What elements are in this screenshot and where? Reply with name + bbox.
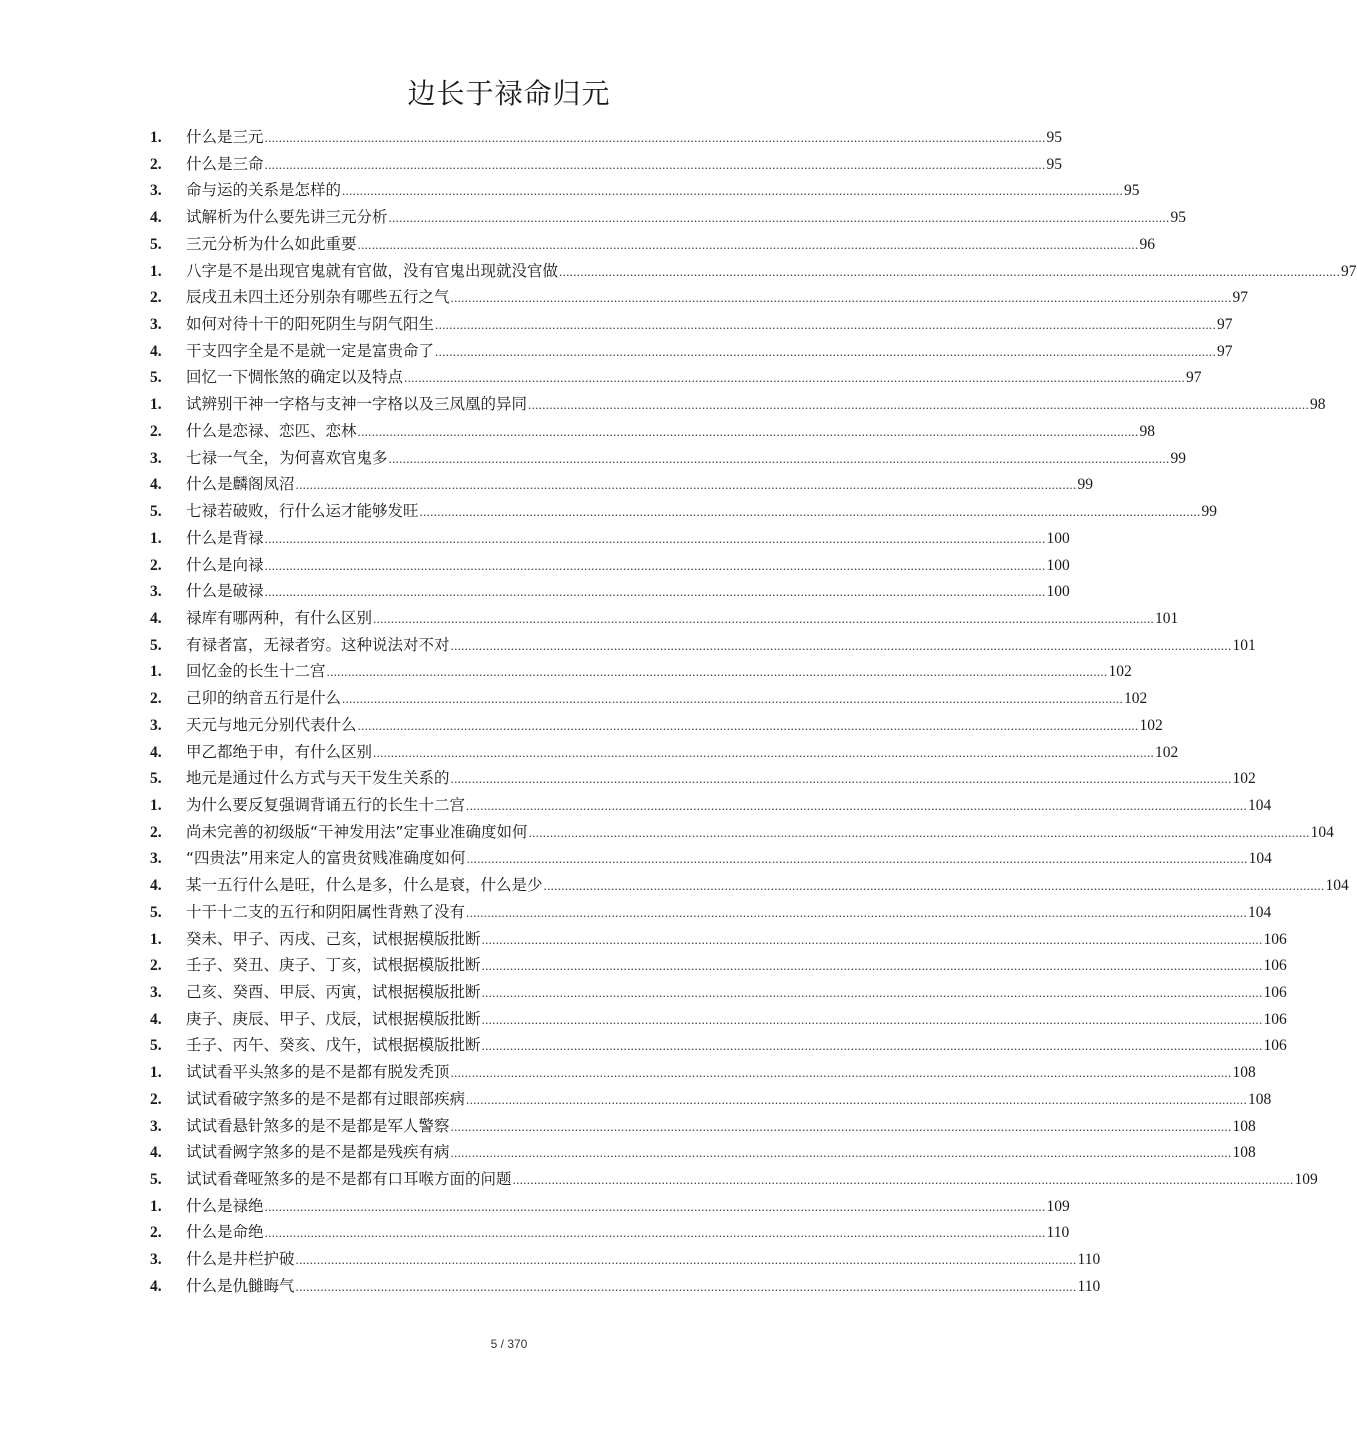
toc-entry[interactable] [150,899,1272,926]
toc-leader-dots: ............................................................................................................................................................................................................................ [450,1145,1232,1161]
toc-entry-title: 什么是井栏护破 [186,1250,295,1269]
toc-entry-page: 110 [1077,1251,1101,1269]
toc-entry-page: 106 [1263,1037,1287,1055]
toc-entry-page: 106 [1263,984,1287,1001]
toc-entry-title: 己亥、癸酉、甲辰、丙寅，试根据模版批断 [186,983,481,1001]
toc-leader-dots: ............................................................................................................................................................................................................................ [264,1225,1046,1241]
toc-entry-page: 108 [1232,1117,1256,1135]
toc-entry-title: 什么是背禄 [186,528,264,547]
toc-entry-number: 4. [150,476,162,494]
toc-entry-page: 95 [1170,209,1187,227]
toc-entry-number: 3. [150,1117,162,1135]
toc-leader-dots: ............................................................................................................................................................................................................................ [528,397,1310,413]
toc-entry-title: 三元分析为什么如此重要 [186,234,357,253]
toc-entry-title: 地元是通过什么方式与天干发生关系的 [186,769,450,788]
toc-entry-number: 4. [150,209,162,227]
toc-leader-dots: ............................................................................................................................................................................................................................ [481,1038,1263,1054]
toc-entry-page: 104 [1325,877,1349,895]
toc-leader-dots: ............................................................................................................................................................................................................................ [528,824,1310,840]
toc-entry-page: 102 [1108,663,1132,681]
toc-entry[interactable] [150,364,1202,391]
toc-leader-dots: ............................................................................................................................................................................................................................ [559,263,1341,279]
toc-entry[interactable] [150,845,1272,872]
toc-entry[interactable] [150,1273,1101,1300]
toc-entry-number: 5. [150,1037,162,1055]
toc-entry-page: 102 [1155,743,1179,761]
toc-entry-title: 八字是不是出现官鬼就有官做，没有官鬼出现就没官做 [186,261,559,280]
toc-leader-dots: ............................................................................................................................................................................................................................ [512,1172,1294,1188]
toc-entry-number: 5. [150,1171,162,1189]
toc-entry[interactable] [150,1219,1070,1246]
toc-entry-page: 108 [1232,1064,1256,1082]
toc-entry-page: 106 [1263,957,1287,975]
toc-entry-number: 4. [150,1144,162,1162]
toc-entry[interactable] [150,311,1233,338]
toc-entry-number: 3. [150,182,162,200]
toc-entry-title: 干支四字全是不是就一定是富贵命了 [186,341,435,360]
toc-entry-number: 1. [150,1197,162,1215]
toc-leader-dots: ............................................................................................................................................................................................................................ [357,236,1139,252]
toc-entry-title: 什么是破禄 [186,582,264,601]
toc-leader-dots: ............................................................................................................................................................................................................................ [481,1011,1263,1027]
toc-leader-dots: ............................................................................................................................................................................................................................ [264,530,1046,546]
toc-entry-page: 106 [1263,930,1287,948]
toc-entry-page: 109 [1046,1197,1070,1215]
toc-leader-dots: ............................................................................................................................................................................................................................ [357,423,1139,439]
toc-leader-dots: ............................................................................................................................................................................................................................ [466,797,1248,813]
toc-entry-title: 壬子、丙午、癸亥、戊午，试根据模版批断 [186,1036,481,1055]
toc-entry-page: 100 [1046,556,1070,574]
toc-entry[interactable] [150,1246,1101,1273]
toc-entry-title: 癸未、甲子、丙戌、己亥，试根据模版批断 [186,929,481,948]
toc-entry-number: 3. [150,449,162,467]
toc-leader-dots: ............................................................................................................................................................................................................................ [404,370,1186,386]
toc-entry[interactable] [150,1139,1256,1166]
toc-entry[interactable] [150,525,1070,552]
toc-entry-number: 5. [150,503,162,521]
toc-entry-number: 3. [150,316,162,334]
toc-leader-dots: ............................................................................................................................................................................................................................ [342,183,1124,199]
toc-entry-page: 110 [1046,1224,1070,1242]
toc-entry-page: 109 [1294,1171,1318,1189]
toc-leader-dots: ............................................................................................................................................................................................................................ [481,931,1263,947]
toc-leader-dots: ............................................................................................................................................................................................................................ [295,1252,1077,1268]
toc-leader-dots: ............................................................................................................................................................................................................................ [450,1118,1232,1134]
toc-entry-number: 5. [150,235,162,253]
toc-entry-title: 回忆金的长生十二宫 [186,662,326,681]
toc-entry-page: 97 [1232,289,1249,307]
toc-entry-title: 有禄者富，无禄者穷。这种说法对不对 [186,635,450,654]
toc-entry-title: 什么是三元 [186,128,264,146]
toc-entry[interactable] [150,632,1256,659]
toc-leader-dots: ............................................................................................................................................................................................................................ [295,477,1077,493]
toc-entry-number: 3. [150,583,162,601]
toc-leader-dots: ............................................................................................................................................................................................................................ [264,130,1046,145]
toc-entry[interactable] [150,685,1148,712]
toc-entry-number: 1. [150,529,162,547]
toc-entry-number: 4. [150,609,162,627]
toc-entry-page: 95 [1124,182,1140,200]
toc-entry-number: 5. [150,636,162,654]
toc-entry-page: 104 [1248,796,1272,814]
toc-entry[interactable] [150,418,1156,445]
toc-entry-title: 辰戌丑未四土还分别杂有哪些五行之气 [186,288,450,307]
toc-entry-page: 99 [1201,503,1218,521]
toc-entry-number: 3. [150,1251,162,1269]
toc-leader-dots: ............................................................................................................................................................................................................................ [264,557,1046,573]
toc-entry[interactable] [150,284,1249,311]
toc-leader-dots: ............................................................................................................................................................................................................................ [326,664,1108,680]
toc-entry-page: 100 [1046,529,1070,547]
toc-entry-title: 命与运的关系是怎样的 [186,181,342,200]
toc-entry-title: 甲乙都绝于申，有什么区别 [186,742,373,761]
toc-entry-number: 2. [150,155,162,173]
toc-entry-page: 108 [1248,1090,1272,1108]
toc-entry-number: 1. [150,396,162,414]
toc-entry-title: 天元与地元分别代表什么 [186,715,357,734]
toc-leader-dots: ............................................................................................................................................................................................................................ [264,1198,1046,1214]
page-title: 边长于禄命归元 [407,77,611,110]
toc-entry[interactable] [150,258,1357,285]
toc-entry-title: 试试看聋哑煞多的是不是都有口耳喉方面的问题 [186,1170,512,1189]
toc-entry[interactable] [150,819,1334,846]
toc-entry-number: 2. [150,289,162,307]
toc-leader-dots: ............................................................................................................................................................................................................................ [481,958,1263,974]
toc-entry-title: 试辨别干神一字格与支神一字格以及三凤凰的异同 [186,395,528,414]
toc-entry-title: 回忆一下惆怅煞的确定以及特点 [186,368,404,387]
toc-entry[interactable] [150,926,1287,953]
toc-entry-title: 试试看阙字煞多的是不是都是残疾有病 [186,1143,450,1162]
toc-entry[interactable] [150,498,1218,525]
toc-entry[interactable] [150,1006,1287,1033]
toc-leader-dots: ............................................................................................................................................................................................................................ [466,1091,1248,1107]
toc-entry-number: 4. [150,877,162,895]
toc-entry[interactable] [150,445,1187,472]
toc-leader-dots: ............................................................................................................................................................................................................................ [264,156,1046,172]
toc-entry[interactable] [150,231,1156,258]
table-of-contents [150,124,1357,1300]
toc-entry[interactable] [150,124,1063,151]
toc-entry-number: 1. [150,930,162,948]
toc-entry-page: 99 [1077,476,1094,494]
toc-entry-number: 3. [150,850,162,868]
toc-entry-page: 100 [1046,583,1070,601]
toc-entry-number: 4. [150,1010,162,1028]
toc-entry[interactable] [150,658,1132,685]
toc-entry-title: 什么是向禄 [186,555,264,574]
toc-entry-number: 3. [150,716,162,734]
toc-entry-number: 2. [150,690,162,708]
toc-leader-dots: ............................................................................................................................................................................................................................ [373,610,1155,626]
toc-leader-dots: ............................................................................................................................................................................................................................ [435,317,1217,333]
toc-entry[interactable] [150,177,1140,204]
toc-leader-dots: ............................................................................................................................................................................................................................ [264,584,1046,600]
toc-leader-dots: ............................................................................................................................................................................................................................ [450,771,1232,787]
toc-entry-title: 七禄若破败，行什么运才能够发旺 [186,502,419,521]
toc-entry-page: 98 [1310,396,1326,414]
toc-entry[interactable] [150,1113,1256,1140]
toc-leader-dots: ............................................................................................................................................................................................................................ [481,985,1263,1000]
toc-entry-title: 十干十二支的五行和阴阳属性背熟了没有 [186,902,466,921]
toc-entry-title: 什么是三命 [186,154,264,173]
toc-leader-dots: ............................................................................................................................................................................................................................ [419,504,1201,520]
toc-entry[interactable] [150,1059,1256,1086]
toc-entry-title: 什么是命绝 [186,1223,264,1242]
toc-entry-number: 1. [150,796,162,814]
toc-entry-title: 为什么要反复强调背诵五行的长生十二宫 [186,795,466,814]
toc-entry-title: 尚未完善的初级版“干神发用法”定事业准确度如何 [186,822,528,841]
toc-leader-dots: ............................................................................................................................................................................................................................ [295,1278,1077,1294]
toc-entry-page: 98 [1139,422,1156,440]
toc-entry-page: 104 [1248,903,1272,921]
toc-entry[interactable] [150,471,1094,498]
toc-entry-number: 2. [150,823,162,841]
toc-leader-dots: ............................................................................................................................................................................................................................ [450,1065,1232,1081]
toc-entry-number: 4. [150,342,162,360]
toc-entry-number: 5. [150,770,162,788]
toc-leader-dots: ............................................................................................................................................................................................................................ [543,878,1325,894]
toc-entry-page: 102 [1124,690,1148,708]
toc-leader-dots: ............................................................................................................................................................................................................................ [342,691,1124,707]
toc-entry-page: 106 [1263,1010,1287,1028]
toc-entry-title: 什么是麟阁凤沼 [186,475,295,494]
toc-entry-title: 壬子、癸丑、庚子、丁亥，试根据模版批断 [186,956,481,975]
toc-entry-number: 5. [150,903,162,921]
toc-entry[interactable] [150,1086,1272,1113]
toc-entry[interactable] [150,739,1179,766]
toc-entry-page: 96 [1139,235,1156,253]
toc-entry[interactable] [150,792,1272,819]
toc-leader-dots: ............................................................................................................................................................................................................................ [466,851,1248,867]
toc-entry-page: 104 [1310,823,1334,841]
toc-entry[interactable] [150,952,1287,979]
toc-entry[interactable] [150,578,1070,605]
toc-entry-title: 己卯的纳音五行是什么 [186,689,342,708]
toc-entry-page: 101 [1155,609,1179,627]
toc-entry-number: 2. [150,957,162,975]
toc-entry-title: “四贵法”用来定人的富贵贫贱准确度如何 [186,849,466,868]
toc-entry[interactable] [150,391,1326,418]
toc-entry[interactable] [150,151,1063,178]
toc-entry-page: 102 [1139,716,1163,734]
toc-entry-number: 2. [150,556,162,574]
toc-entry-title: 试试看平头煞多的是不是都有脱发秃顶 [186,1063,450,1082]
toc-entry[interactable] [150,204,1187,231]
toc-entry-title: 试解析为什么要先讲三元分析 [186,208,388,227]
toc-entry[interactable] [150,338,1233,365]
toc-entry-number: 1. [150,129,162,146]
toc-entry-page: 97 [1217,342,1233,360]
toc-entry-number: 3. [150,984,162,1001]
toc-entry-page: 97 [1341,262,1357,280]
toc-entry-title: 某一五行什么是旺，什么是多，什么是衰，什么是少 [186,876,543,895]
toc-entry-number: 2. [150,422,162,440]
toc-entry[interactable] [150,712,1163,739]
toc-entry-number: 5. [150,369,162,387]
toc-entry-page: 95 [1046,155,1063,173]
toc-entry[interactable] [150,765,1256,792]
toc-entry-page: 108 [1232,1144,1256,1162]
toc-entry[interactable] [150,979,1287,1006]
toc-entry-number: 2. [150,1090,162,1108]
toc-entry-title: 试试看悬针煞多的是不是都是军人警察 [186,1116,450,1135]
toc-leader-dots: ............................................................................................................................................................................................................................ [450,290,1232,306]
toc-leader-dots: ............................................................................................................................................................................................................................ [388,210,1170,226]
toc-entry-title: 什么是仇雠晦气 [186,1276,295,1295]
toc-leader-dots: ............................................................................................................................................................................................................................ [388,450,1170,466]
toc-leader-dots: ............................................................................................................................................................................................................................ [466,904,1248,920]
toc-entry-number: 2. [150,1224,162,1242]
toc-entry[interactable] [150,1032,1287,1059]
toc-entry-title: 禄库有哪两种，有什么区别 [186,608,373,627]
toc-entry-number: 4. [150,743,162,761]
toc-entry-title: 如何对待十干的阳死阴生与阴气阳生 [186,315,435,334]
toc-entry-title: 庚子、庚辰、甲子、戊辰，试根据模版批断 [186,1009,481,1028]
toc-entry-title: 七禄一气全，为何喜欢官鬼多 [186,448,388,467]
toc-entry-page: 97 [1217,316,1233,334]
toc-entry-page: 101 [1232,636,1256,654]
toc-entry-page: 102 [1232,770,1256,788]
toc-entry-number: 1. [150,1064,162,1082]
toc-entry-title: 什么是禄绝 [186,1196,264,1215]
toc-entry[interactable] [150,1193,1070,1220]
toc-entry-page: 95 [1046,129,1063,146]
toc-entry[interactable] [150,872,1349,899]
toc-leader-dots: ............................................................................................................................................................................................................................ [450,637,1232,653]
page-number-footer: 5 / 370 [490,1337,528,1351]
toc-entry-number: 1. [150,262,162,280]
toc-leader-dots: ............................................................................................................................................................................................................................ [357,717,1139,733]
toc-leader-dots: ............................................................................................................................................................................................................................ [435,343,1217,359]
toc-entry[interactable] [150,552,1070,579]
toc-leader-dots: ............................................................................................................................................................................................................................ [373,744,1155,760]
toc-entry-page: 99 [1170,449,1187,467]
toc-entry-number: 4. [150,1277,162,1295]
toc-entry[interactable] [150,605,1179,632]
toc-entry-page: 104 [1248,850,1272,868]
toc-entry-number: 1. [150,663,162,681]
toc-entry-title: 试试看破字煞多的是不是都有过眼部疾病 [186,1089,466,1108]
toc-entry-page: 97 [1186,369,1202,387]
toc-entry[interactable] [150,1166,1318,1193]
toc-entry-title: 什么是恋禄、恋匹、恋林 [186,421,357,440]
toc-entry-page: 110 [1077,1277,1101,1295]
